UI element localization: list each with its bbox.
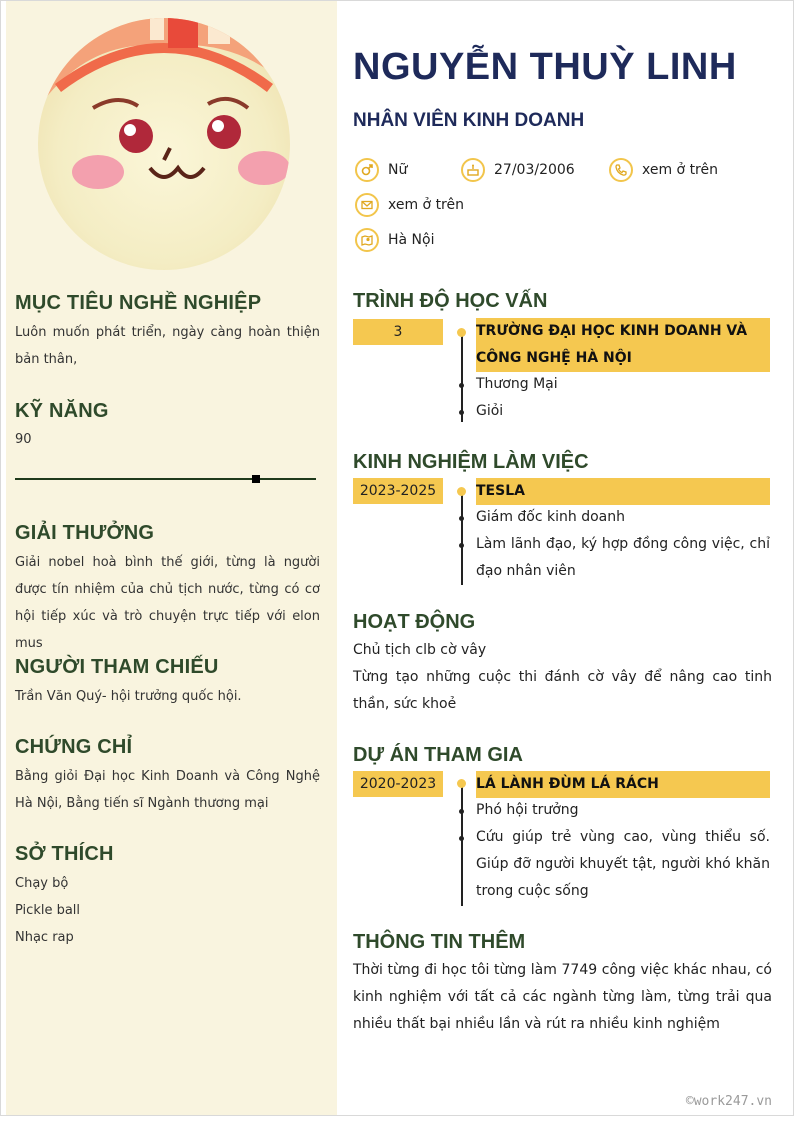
awards-section [15,522,320,657]
address-info[interactable] [355,228,434,252]
avatar-image [38,18,290,270]
bullet-dot [459,516,464,521]
gender-info[interactable] [355,158,407,182]
hobby-item[interactable]: Chạy bộ [15,876,69,891]
education-timeline [461,330,463,422]
certificates-text[interactable]: Bằng giỏi Đại học Kinh Doanh và Công Nghệ Hà Nội, Bằng tiến sĩ Ngành thương mại [15,769,320,811]
project-name[interactable]: LÁ LÀNH ĐÙM LÁ RÁCH [476,771,770,798]
bullet-dot [459,809,464,814]
hobbies-list [15,870,320,951]
birthday-info[interactable] [461,158,575,182]
phone-text: xem ở trên [642,162,718,178]
projects-title: DỰ ÁN THAM GIA [353,744,523,766]
gender-text: Nữ [388,162,408,178]
experience-period[interactable]: 2023-2025 [353,478,443,504]
timeline-dot [457,779,466,788]
skills-title: KỸ NĂNG [15,400,109,422]
hobbies-title: SỞ THÍCH [15,843,114,865]
phone-icon [609,158,633,182]
hobby-item[interactable]: Pickle ball [15,903,81,918]
references-section [15,656,320,710]
education-grade[interactable]: Giỏi [476,403,504,419]
bullet-dot [459,410,464,415]
project-timeline [461,782,463,906]
candidate-name[interactable]: NGUYỄN THUỲ LINH [353,46,737,88]
experience-timeline [461,490,463,585]
experience-position[interactable]: Giám đốc kinh doanh [476,509,625,525]
project-description[interactable]: Cứu giúp trẻ vùng cao, vùng thiểu số. Giúp đỡ người khuyết tật, người khó khăn trong cuộc sống [476,829,770,899]
references-text[interactable]: Trần Văn Quý- hội trưởng quốc hội. [15,689,242,704]
bullet-dot [459,836,464,841]
skill-level-handle[interactable] [252,475,260,483]
activities-title: HOẠT ĐỘNG [353,611,476,633]
activities-line-2[interactable]: Từng tạo những cuộc thi đánh cờ vây để nâng cao tinh thần, sức khoẻ [353,669,772,712]
education-period[interactable]: 3 [353,319,443,345]
hobby-item[interactable]: Nhạc rap [15,930,74,945]
skill-level-bar[interactable] [15,478,316,480]
references-title: NGƯỜI THAM CHIẾU [15,656,219,678]
avatar[interactable] [38,18,290,270]
bullet-dot [459,543,464,548]
timeline-dot [457,487,466,496]
education-school[interactable]: TRƯỜNG ĐẠI HỌC KINH DOANH VÀ CÔNG NGHỆ HÀ NỘI [476,318,770,372]
hobbies-section [15,843,320,951]
certificates-section [15,736,320,817]
timeline-dot [457,328,466,337]
email-info[interactable] [355,193,464,217]
cake-icon [461,158,485,182]
address-text: Hà Nội [388,232,435,248]
mail-icon [355,193,379,217]
education-major[interactable]: Thương Mại [476,376,558,392]
project-role[interactable]: Phó hội trưởng [476,802,579,818]
experience-title: KINH NGHIỆM LÀM VIỆC [353,451,589,473]
additional-text[interactable]: Thời từng đi học tôi từng làm 7749 công việc khác nhau, có kinh nghiệm với tất cả các ngành từng làm, từng trải qua nhiều thất bại nhiều lần và rút ra nhiều kinh nghiệm [353,962,772,1032]
map-icon [355,228,379,252]
additional-title: THÔNG TIN THÊM [353,931,526,953]
awards-title: GIẢI THƯỞNG [15,522,155,544]
email-text: xem ở trên [388,197,464,213]
bullet-dot [459,383,464,388]
objective-section [15,292,320,373]
objective-text[interactable]: Luôn muốn phát triển, ngày càng hoàn thiện bản thân, [15,325,320,367]
skill-value[interactable]: 90 [15,432,32,447]
activities-line-1[interactable]: Chủ tịch clb cờ vây [353,642,487,658]
experience-company[interactable]: TESLA [476,478,770,505]
awards-text[interactable]: Giải nobel hoà bình thế giới, từng là người được tín nhiệm của chủ tịch nước, từng có cơ hội tiếp xúc và trò chuyện trực tiếp với elon mus [15,555,320,651]
skills-section [15,400,320,453]
certificates-title: CHỨNG CHỈ [15,736,133,758]
birthday-text: 27/03/2006 [494,162,575,178]
phone-info[interactable] [609,158,718,182]
watermark: ©work247.vn [685,1094,772,1109]
project-period[interactable]: 2020-2023 [353,771,443,797]
gender-icon [355,158,379,182]
job-title[interactable]: NHÂN VIÊN KINH DOANH [353,110,585,131]
education-title: TRÌNH ĐỘ HỌC VẤN [353,290,548,312]
objective-title: MỤC TIÊU NGHỀ NGHIỆP [15,292,262,314]
experience-description[interactable]: Làm lãnh đạo, ký hợp đồng công việc, chỉ đạo nhân viên [476,536,770,579]
